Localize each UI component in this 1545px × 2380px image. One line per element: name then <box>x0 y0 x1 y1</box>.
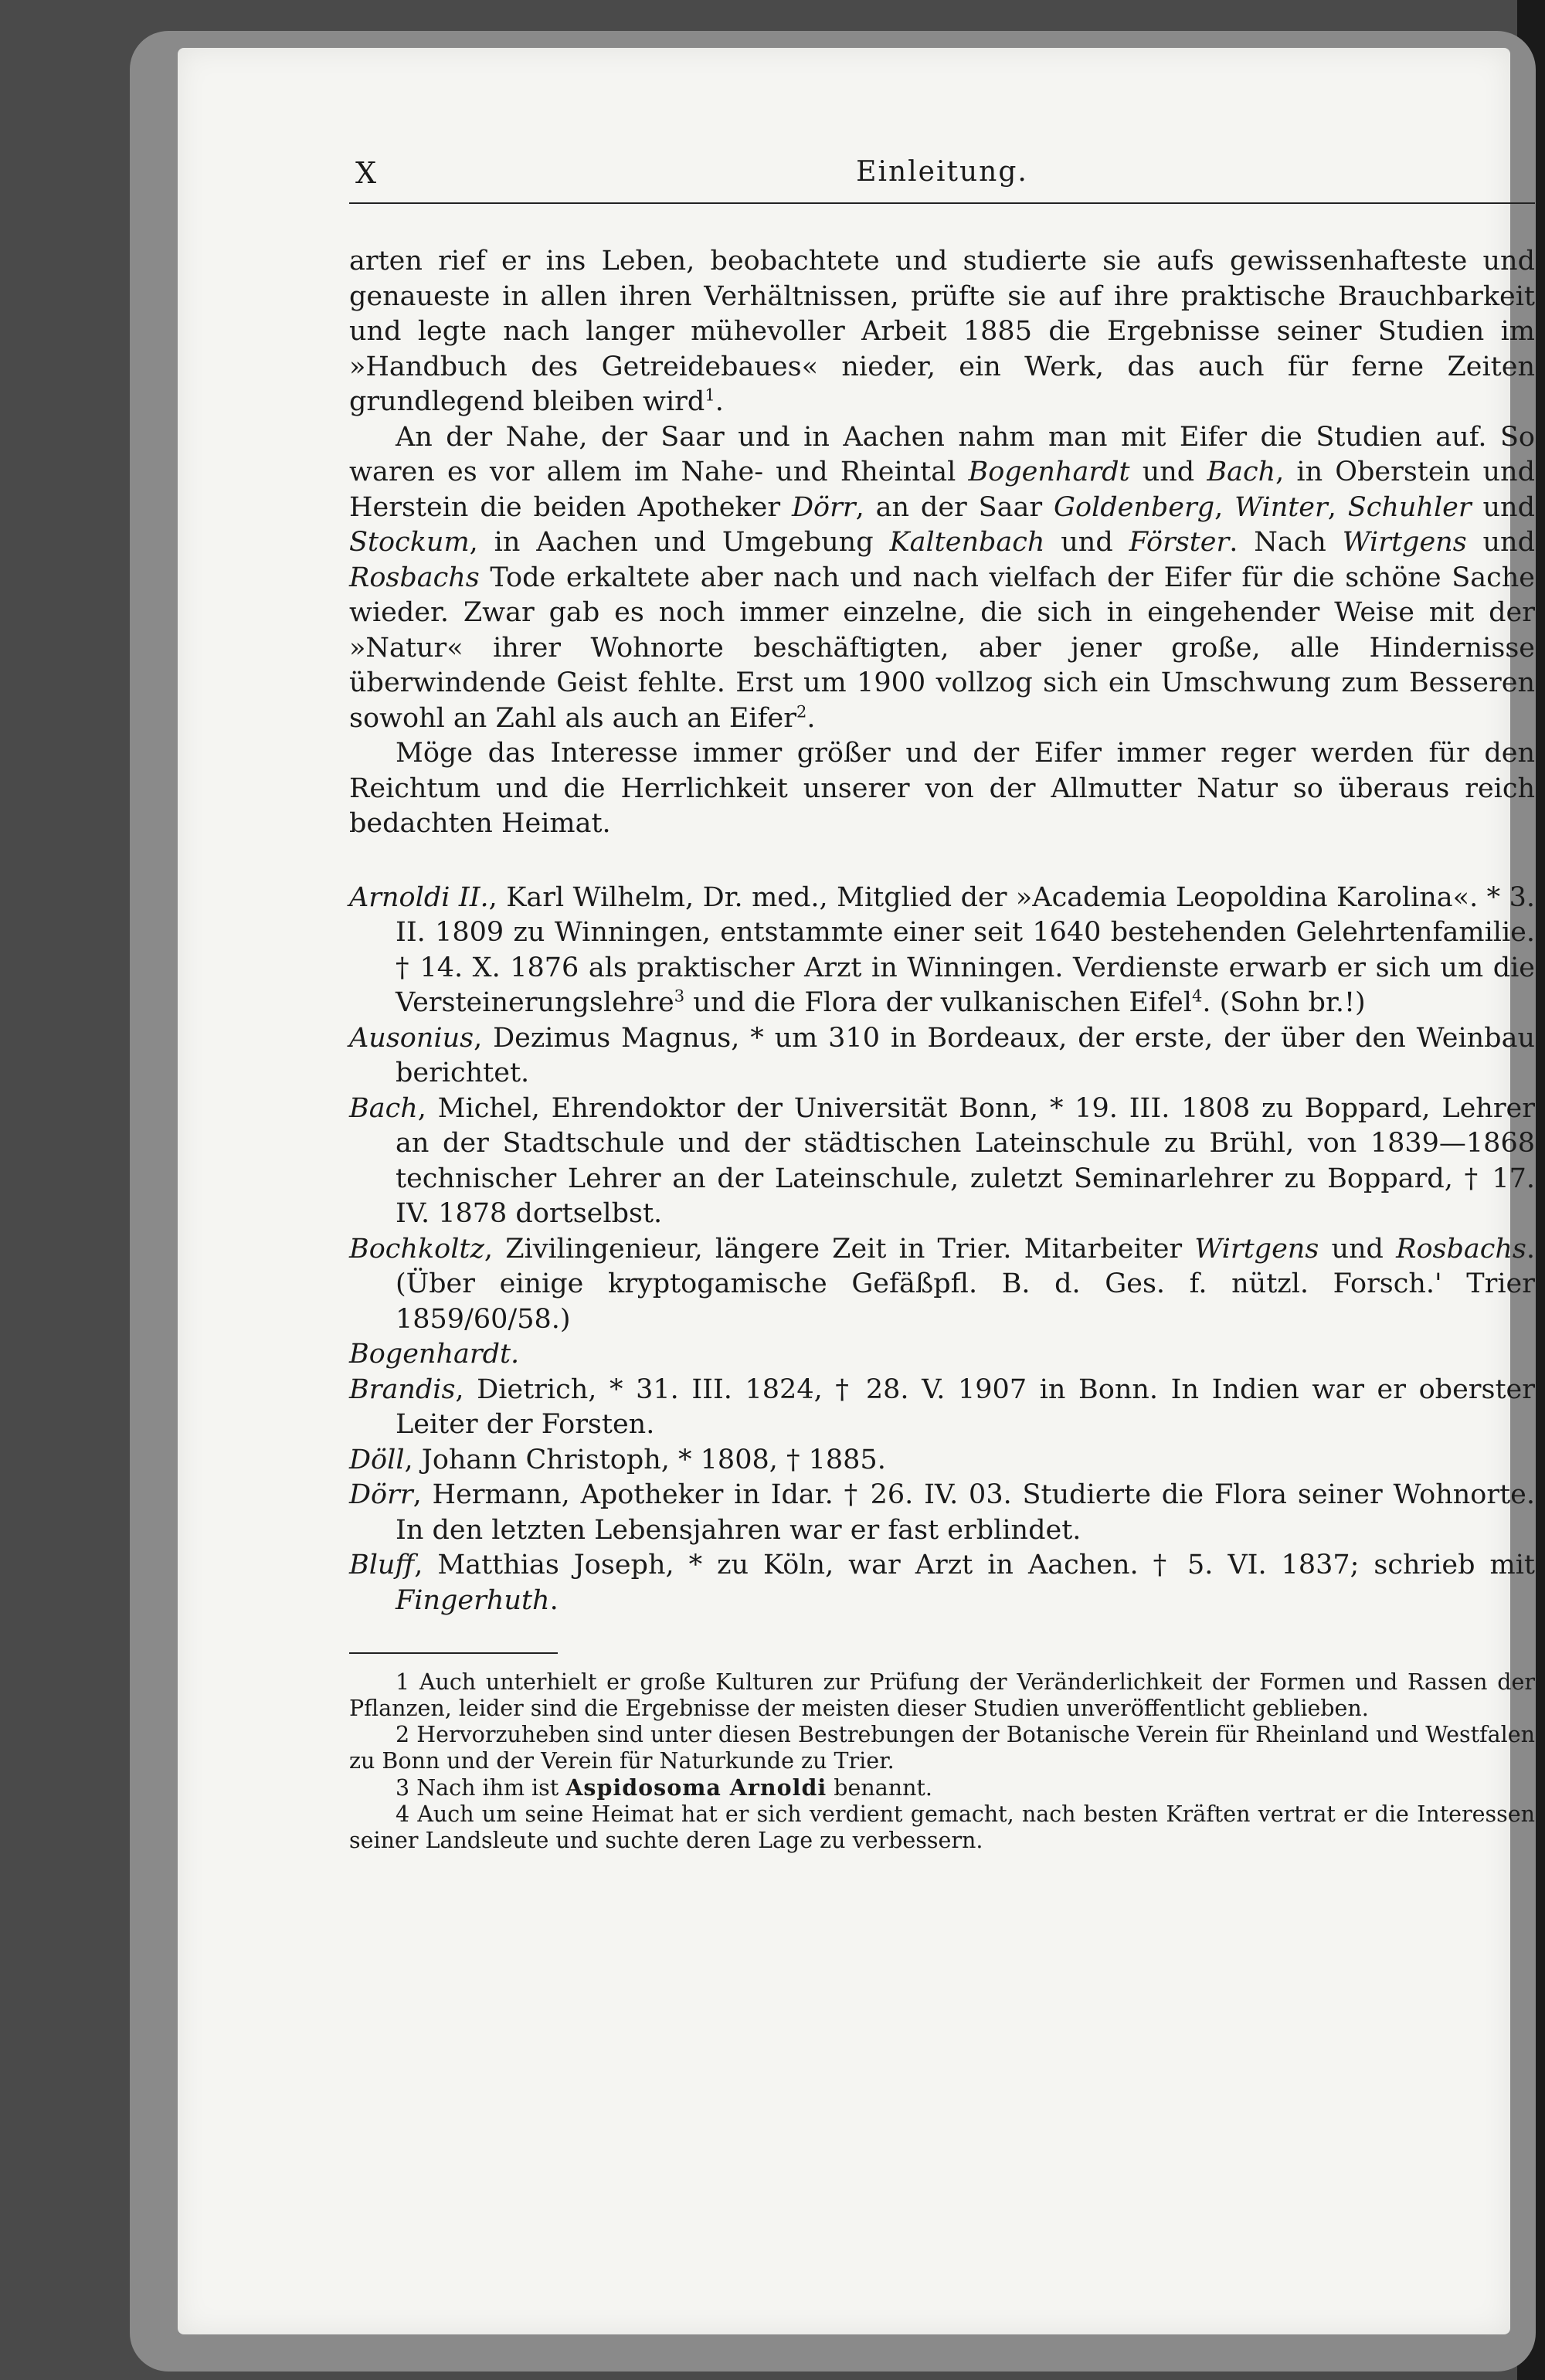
entry-bluff <box>349 1548 1535 1618</box>
name-winter: Winter <box>1234 491 1328 523</box>
p2-text-j: . Nach <box>1229 527 1343 558</box>
name-bach: Bach <box>1207 457 1276 487</box>
footnote-ref-2: 2 <box>796 701 807 721</box>
p2-text-i: und <box>1044 527 1129 558</box>
entry-name: Arnoldi II. <box>349 881 489 913</box>
paragraph-3: Möge das Interesse immer größer und der Eifer immer reger werden für den Reichtum und die Herrlichkeit unserer von der Allmutter Natur so überaus reich bedachten Heimat. <box>349 738 1535 839</box>
name-rosbachs: Rosbachs <box>1396 1233 1526 1265</box>
entry-name: Bluff <box>349 1550 415 1580</box>
paragraph-2 <box>349 420 1535 737</box>
paragraph-1 <box>349 244 1535 420</box>
entry-text: , Michel, Ehrendoktor der Universität Bonn, * 19. III. 1808 zu Boppard, Lehrer an der Stadtschule und der städtischen Lateinschule zu Brühl, von 1839—1868 technischer Lehrer an der Lateinschule, zuletzt Seminarlehrer zu Boppard, † 17. IV. 1878 dortselbst. <box>396 1092 1535 1229</box>
name-fingerhuth: Fingerhuth <box>396 1584 550 1616</box>
entry-text: , Hermann, Apotheker in Idar. † 26. IV. 03. Studierte die Flora seiner Wohnorte. In den letzten Lebensjahren war er fast erblindet. <box>396 1479 1535 1546</box>
footnote-ref-1: 1 <box>705 385 715 405</box>
entry-text: , Dezimus Magnus, * um 310 in Bordeaux, der erste, der über den Weinbau berichtet. <box>396 1022 1535 1088</box>
p2-text-k: und <box>1466 527 1535 558</box>
entry-name: Ausonius <box>349 1022 474 1054</box>
page-number: X <box>355 156 378 190</box>
entry-text: und die Flora der vulkanischen Eifel <box>684 987 1192 1018</box>
footnotes <box>349 1669 1535 1854</box>
footnote-1: 1 Auch unterhielt er große Kulturen zur Prüfung der Veränderlichkeit der Formen und Rassen der Pflanzen, leider sind die Ergebnisse der meisten dieser Studien unveröffentlicht geblieben. <box>349 1669 1535 1721</box>
page-content <box>349 156 1535 1854</box>
p2-text-f: , <box>1327 491 1348 523</box>
p2-text-l: Tode erkaltete aber nach und nach vielfach der Eifer für die schöne Sache wieder. Zwar gab es noch immer einzelne, die sich in eingehender Weise mit der »Natur« ihrer Wohnorte beschäftigten, aber jener große, alle Hindernisse überwindende Geist fehlte. Erst um 1900 vollzog sich ein Umschwung zum Besseren sowohl an Zahl als auch an Eifer <box>349 562 1535 734</box>
entry-ausonius <box>349 1021 1535 1092</box>
name-doerr: Dörr <box>792 491 856 523</box>
entry-bogenhardt <box>349 1337 1535 1373</box>
entry-text: . (Über einige kryptogamische Gefäßpfl. B. d. Ges. f. nützl. Forsch.' Trier 1859/60/58.) <box>396 1233 1535 1335</box>
name-stockum: Stockum <box>349 527 470 558</box>
footnote-3-end: benannt. <box>827 1775 932 1801</box>
entry-text: , Zivilingenieur, längere Zeit in Trier. Mitarbeiter <box>484 1233 1195 1265</box>
footnote-2: 2 Hervorzuheben sind unter diesen Bestrebungen der Botanische Verein für Rheinland und Westfalen zu Bonn und der Verein für Naturkunde zu Trier. <box>349 1722 1535 1774</box>
footnote-divider <box>349 1652 558 1654</box>
entry-doell <box>349 1443 1535 1479</box>
footnote-ref-3: 3 <box>674 986 685 1006</box>
name-bogenhardt: Bogenhardt <box>968 457 1130 487</box>
p2-text-a: An der Nahe, der Saar und in Aachen nahm man mit Eifer die Studien auf. So waren es vor allem im Nahe- und Rheintal <box>349 421 1535 487</box>
entry-text: , Karl Wilhelm, Dr. med., Mitglied der »Academia Leopoldina Karolina«. * 3. II. 1809 zu Winningen, entstammte einer seit 1640 bestehenden Gelehrtenfamilie. † 14. X. 1876 als praktischer Arzt in Winningen. Verdienste erwarb er sich um die Versteinerungslehre <box>396 881 1535 1018</box>
book-page <box>178 48 1535 2334</box>
page-header <box>349 156 1535 204</box>
footnote-3-text: 3 Nach ihm ist <box>396 1775 566 1801</box>
p2-text-e: , <box>1214 491 1235 523</box>
entry-text: , Johann Christoph, * 1808, † 1885. <box>404 1444 886 1475</box>
name-foerster: Förster <box>1129 527 1230 558</box>
footnote-3 <box>349 1774 1535 1801</box>
entry-bochkoltz <box>349 1232 1535 1338</box>
body-text <box>349 244 1535 842</box>
entry-name: Bogenhardt. <box>349 1339 520 1370</box>
p2-text-b: und <box>1129 457 1207 487</box>
entry-text: , Dietrich, * 31. III. 1824, † 28. V. 1907 in Bonn. In Indien war er oberster Leiter der Forsten. <box>396 1373 1535 1440</box>
entry-name: Döll <box>349 1444 405 1475</box>
entry-name: Bach <box>349 1092 418 1124</box>
p2-text-h: , in Aachen und Umgebung <box>469 527 890 558</box>
entry-name: Bochkoltz <box>349 1233 484 1265</box>
entry-name: Brandis <box>349 1373 456 1405</box>
p2-end: . <box>806 702 816 734</box>
species-name: Aspidosoma Arnoldi <box>565 1774 827 1801</box>
entry-doerr <box>349 1478 1535 1548</box>
p2-text-g: und <box>1471 491 1535 523</box>
entry-text: . (Sohn br.!) <box>1202 987 1366 1018</box>
entry-arnoldi <box>349 881 1535 1021</box>
paragraph-1-text: arten rief er ins Leben, beobachtete und studierte sie aufs gewissenhafteste und genaueste in allen ihren Verhältnissen, prüfte sie auf ihre praktische Brauchbarkeit und legte nach langer mühevoller Arbeit 1885 die Ergebnisse seiner Studien im »Handbuch des Getreidebaues« nieder, ein Werk, das auch für ferne Zeiten grundlegend bleiben wird <box>349 246 1535 417</box>
name-wirtgens: Wirtgens <box>1194 1233 1319 1265</box>
name-schuhler: Schuhler <box>1347 491 1472 523</box>
name-goldenberg: Goldenberg <box>1053 491 1215 523</box>
entry-brandis <box>349 1373 1535 1443</box>
biographical-entries <box>349 881 1535 1619</box>
name-kaltenbach: Kaltenbach <box>889 527 1045 558</box>
p2-text-c: , in Oberstein und Herstein die beiden Apotheker <box>349 457 1535 523</box>
running-title: Einleitung. <box>856 156 1028 188</box>
entry-text: . <box>549 1584 559 1616</box>
name-wirtgens: Wirtgens <box>1342 527 1467 558</box>
entry-name: Dörr <box>349 1479 413 1510</box>
entry-text: und <box>1319 1233 1397 1265</box>
p2-text-d: , an der Saar <box>855 491 1054 523</box>
paragraph-1-end: . <box>715 386 724 417</box>
footnote-4: 4 Auch um seine Heimat hat er sich verdient gemacht, nach besten Kräften vertrat er die Interessen seiner Landsleute und suchte deren Lage zu verbessern. <box>349 1801 1535 1853</box>
footnote-ref-4: 4 <box>1192 986 1203 1006</box>
entry-text: , Matthias Joseph, * zu Köln, war Arzt in Aachen. † 5. VI. 1837; schrieb mit <box>414 1550 1535 1580</box>
entry-bach <box>349 1092 1535 1232</box>
name-rosbachs: Rosbachs <box>349 562 480 593</box>
